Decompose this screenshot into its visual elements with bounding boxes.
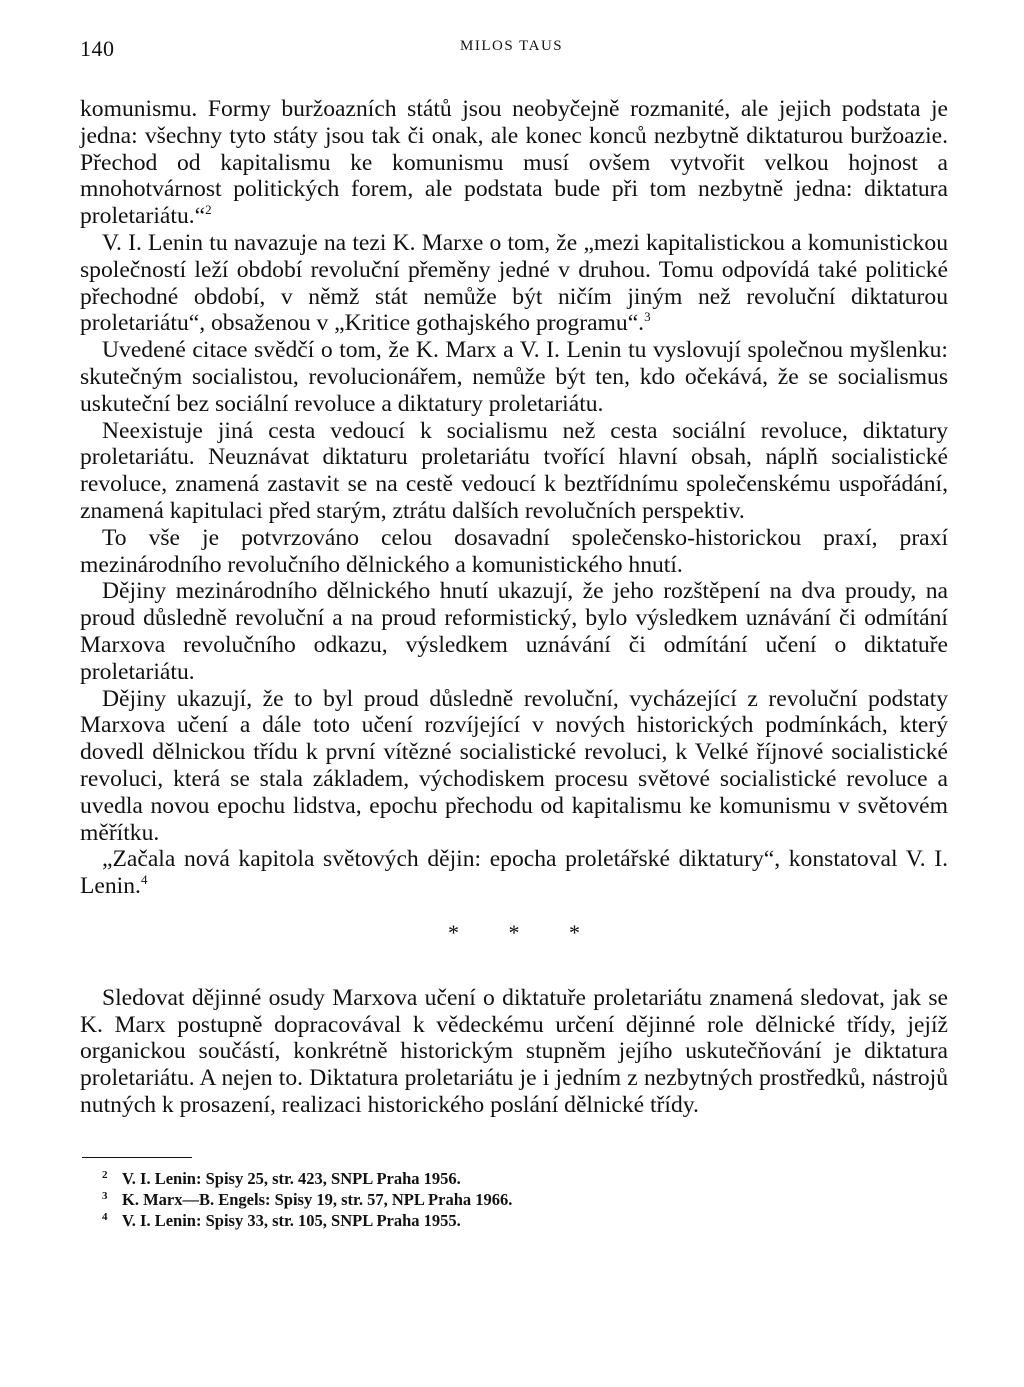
paragraph-5 [80, 525, 948, 579]
paragraph-text: „Začala nová kapitola světových dějin: epocha proletářské diktatury“, konstatoval V. I. Lenin. [80, 846, 948, 900]
paragraph-2 [80, 230, 948, 337]
paragraph-text: V. I. Lenin tu navazuje na tezi K. Marxe o tom, že „mezi kapitalistickou a komunistickou společností leží období revoluční přeměny jedné v druhou. Tomu odpovídá také politické přechodné období, v němž stát nemůže být ničím jiným než revoluční diktaturou proletariátu“, obsaženou v „Kritice gothajského programu“. [80, 229, 948, 337]
paragraph-4 [80, 418, 948, 525]
footnote-text: V. I. Lenin: Spisy 25, str. 423, SNPL Praha 1956. [122, 1169, 461, 1189]
paragraph-text: Sledovat dějinné osudy Marxova učení o diktatuře proletariátu znamená sledovat, jak se K. Marx postupně dopracovával k vědeckému určení dějinné role dělnické třídy, jejíž organickou součástí, konkrétně historickým stupněm jejího uskutečňování je diktatura proletariátu. A nejen to. Diktatura proletariátu je i jedním z nezbytných prostředků, nástrojů nutných k prosazení, realizaci historického poslání dělnické třídy. [80, 984, 948, 1118]
paragraph-6 [80, 578, 948, 685]
paragraph-text: komunismu. Formy buržoazních států jsou neobyčejně rozmanité, ale jejich podstata je jedna: všechny tyto státy jsou tak či onak, ale konec konců nezbytně diktaturou buržoazie. Přechod od kapitalismu ke komunismu musí ovšem vytvořit velkou hojnost a mnohotvárnost politických forem, ale podstata bude při tom nezbytně jedna: diktatura proletariátu.“ [80, 96, 948, 230]
footnote-3: 3 K. Marx—B. Engels: Spisy 19, str. 57, NPL Praha 1966. [102, 1190, 513, 1210]
body-text [80, 96, 948, 1119]
footnote-text: V. I. Lenin: Spisy 33, str. 105, SNPL Praha 1955. [122, 1211, 461, 1231]
footnote-reference: 2 [205, 202, 212, 218]
page-number: 140 [80, 36, 115, 61]
book-page [80, 30, 948, 1231]
section-divider: * * * [448, 919, 602, 945]
footnote-rule [82, 1157, 192, 1159]
footnotes [102, 1168, 948, 1231]
paragraph-after-divider [80, 985, 948, 1119]
paragraph-text: To vše je potvrzováno celou dosavadní společensko-historickou praxí, praxí mezinárodního revolučního dělnického a komunistického hnutí. [80, 524, 948, 578]
footnote-reference: 3 [644, 309, 651, 325]
running-head [80, 30, 948, 66]
paragraph-1 [80, 96, 948, 230]
paragraph-3 [80, 337, 948, 417]
paragraph-text: Neexistuje jiná cesta vedoucí k socialismu než cesta sociální revoluce, diktatury proletariátu. Neuznávat diktaturu proletariátu tvořící hlavní obsah, náplň socialistické revoluce, znamená zastavit se na cestě vedoucí k beztřídnímu společenskému uspořádání, znamená kapitulaci před starým, ztrátu dalších revolučních perspektiv. [80, 417, 948, 524]
paragraph-text: Uvedené citace svědčí o tom, že K. Marx a V. I. Lenin tu vyslovují společnou myšlenku: skutečným socialistou, revolucionářem, nemůže být ten, kdo očekává, že se socialismus uskuteční bez sociální revoluce a diktatury proletariátu. [80, 337, 948, 417]
footnote-reference: 4 [140, 872, 148, 888]
footnote-2: 2 V. I. Lenin: Spisy 25, str. 423, SNPL Praha 1956. [102, 1169, 461, 1189]
footnote-text: K. Marx—B. Engels: Spisy 19, str. 57, NPL Praha 1966. [122, 1190, 513, 1210]
running-title: MILOS TAUS [460, 38, 564, 54]
paragraph-8 [80, 846, 948, 900]
paragraph-7 [80, 686, 948, 847]
paragraph-text: Dějiny ukazují, že to byl proud důsledně revoluční, vycházející z revoluční podstaty Marxova učení a dále toto učení rozvíjející v nových historických podmínkách, který dovedl dělnickou třídu k první vítězné socialistické revoluci, k Velké říjnové socialistické revoluci, která se stala základem, východiskem procesu světové socialistické revoluce a uvedla novou epochu lidstva, epochu přechodu od kapitalismu ke komunismu v světovém měřítku. [80, 685, 948, 846]
paragraph-text: Dějiny mezinárodního dělnického hnutí ukazují, že jeho rozštěpení na dva proudy, na proud důsledně revoluční a na proud reformistický, bylo výsledkem uznávání či odmítání Marxova revolučního odkazu, výsledkem uznávání či odmítání učení o diktatuře proletariátu. [80, 578, 948, 685]
footnote-4: 4 V. I. Lenin: Spisy 33, str. 105, SNPL Praha 1955. [102, 1211, 461, 1231]
